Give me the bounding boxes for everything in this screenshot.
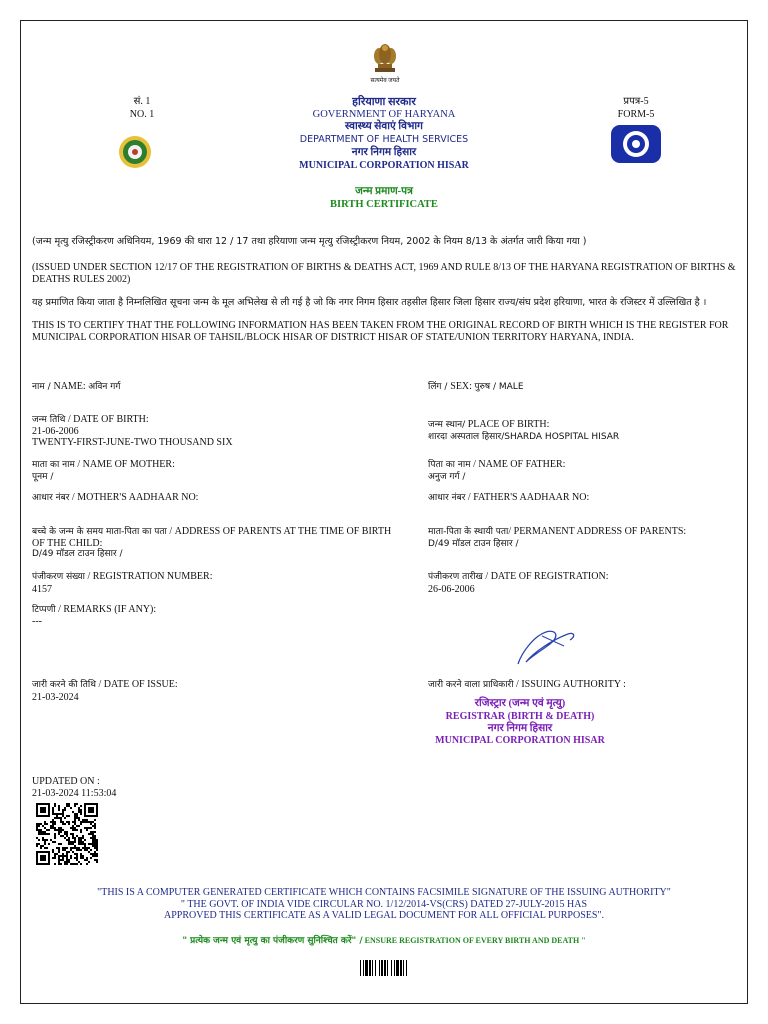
dob-label (32, 414, 392, 426)
certificate-no-en: NO. 1 (129, 109, 155, 120)
title-hindi: जन्म प्रमाण-पत्र (355, 186, 413, 197)
registrar-hindi: रजिस्ट्रार (जन्म एवं मृत्यु) (474, 698, 566, 709)
date-of-issue-label (32, 679, 392, 691)
signature-icon (512, 622, 582, 668)
issued-under-english: (ISSUED UNDER SECTION 12/17 OF THE REGISTRATION OF BIRTHS & DEATHS ACT, 1969 AND RULE 8/13 OF THE HARYANA REGISTRATION OF BIRTHS & DEATHS RULES 2002) (32, 262, 736, 285)
mother-label-hi: माता का नाम (32, 460, 75, 470)
footer-approved: APPROVED THIS CERTIFICATE AS A VALID LEGAL DOCUMENT FOR ALL OFFICIAL PURPOSES". (163, 910, 605, 921)
dob-value: 21-06-2006 (32, 426, 79, 437)
registration-date-value: 26-06-2006 (428, 584, 475, 595)
reg-date-hi: पंजीकरण तारीख (428, 572, 483, 582)
remarks-en: / REMARKS (IF ANY): (55, 604, 157, 615)
remarks-value: --- (32, 616, 42, 627)
updated-on-label: UPDATED ON : (32, 776, 100, 787)
dob-words: TWENTY-FIRST-JUNE-TWO THOUSAND SIX (32, 437, 233, 448)
barcode-icon (360, 960, 408, 976)
father-label-en: / NAME OF FATHER: (470, 459, 566, 470)
certify-english: THIS IS TO CERTIFY THAT THE FOLLOWING INFORMATION HAS BEEN TAKEN FROM THE ORIGINAL RECORD OF BIRTH WHICH IS THE REGISTER FOR MUNICIPAL CORPORATION HISAR OF TAHSIL/BLOCK HISAR OF DISTRICT HISAR OF STATE/UNION TERRITORY HARYANA, INDIA. (32, 320, 729, 343)
updated-on-value: 21-03-2024 11:53:04 (32, 788, 117, 799)
dept-hindi: स्वास्थ्य सेवाएं विभाग (345, 121, 423, 132)
pob-label-en: PLACE OF BIRTH: (465, 419, 550, 430)
footer-slogan (40, 935, 728, 947)
slogan-hindi: " प्रत्येक जन्म एवं मृत्यु का पंजीकरण सुनिश्चित करें" / (182, 936, 363, 946)
crs-logo-icon (610, 124, 662, 164)
father-aadhaar-hi: आधार नंबर (428, 493, 466, 503)
sex-value: पुरुष / MALE (474, 382, 524, 392)
place-of-birth-label (428, 419, 738, 431)
sex-row (428, 381, 738, 393)
addr-perm-hi: माता-पिता के स्थायी पता (428, 527, 509, 537)
father-aadhaar-en: / FATHER'S AADHAAR NO: (465, 492, 590, 503)
footer-circular: " THE GOVT. OF INDIA VIDE CIRCULAR NO. 1/12/2014-VS(CRS) DATED 27-JULY-2015 HAS (180, 899, 588, 910)
gov-hindi: हरियाणा सरकार (352, 96, 416, 108)
addr-child-en: / ADDRESS OF PARENTS AT THE TIME OF BIRTH OF THE CHILD: (32, 526, 392, 549)
footer-computer-generated: "THIS IS A COMPUTER GENERATED CERTIFICATE WHICH CONTAINS FACSIMILE SIGNATURE OF THE ISSUING AUTHORITY" (97, 887, 671, 898)
name-value: अविन गर्ग (88, 382, 121, 392)
addr-perm-en: / PERMANENT ADDRESS OF PARENTS: (508, 526, 687, 537)
registration-number-value: 4157 (32, 584, 52, 595)
corp-hindi: नगर निगम हिसार (351, 147, 417, 158)
haryana-logo-icon (118, 135, 152, 169)
certify-hindi: यह प्रमाणित किया जाता है निम्नलिखित सूचना जन्म के मूल अभिलेख से ली गई है जो कि नगर निगम हिसार तहसील हिसार जिला हिसार राज्य/संघ प्रदेश हरियाणा, भारत के रजिस्टर में उल्लिखित है । (32, 297, 707, 308)
form-no-en: FORM-5 (617, 109, 655, 120)
permanent-address-value: D/49 मॉडल टाउन हिसार / (428, 539, 519, 549)
slogan-english: ENSURE REGISTRATION OF EVERY BIRTH AND DEATH " (362, 936, 586, 945)
mother-name-label (32, 459, 392, 471)
reg-no-en: / REGISTRATION NUMBER: (84, 571, 213, 582)
mother-label-en: / NAME OF MOTHER: (74, 459, 175, 470)
issue-date-en: / DATE OF ISSUE: (95, 679, 178, 690)
corp-english: MUNICIPAL CORPORATION HISAR (299, 160, 469, 171)
father-label-hi: पिता का नाम (428, 460, 471, 470)
remarks-label (32, 604, 392, 616)
emblem-motto: सत्यमेव जयते (370, 78, 400, 84)
sex-label-en: SEX: (450, 381, 475, 392)
reg-date-en: / DATE OF REGISTRATION: (482, 571, 609, 582)
registrar-english: REGISTRAR (BIRTH & DEATH) (445, 711, 595, 722)
title-english: BIRTH CERTIFICATE (330, 199, 438, 210)
sex-label-hi: लिंग / (428, 382, 451, 392)
father-name-label (428, 459, 738, 471)
issuing-authority-label (428, 679, 738, 691)
dob-label-hi: जन्म तिथि (32, 415, 66, 425)
dob-label-en: / DATE OF BIRTH: (65, 414, 149, 425)
name-label-en: NAME: (53, 381, 89, 392)
mother-aadhaar-label (32, 492, 392, 504)
remarks-hi: टिप्पणी (32, 605, 56, 615)
father-aadhaar-label (428, 492, 738, 504)
name-row (32, 381, 382, 393)
mother-aadhaar-en: / MOTHER'S AADHAAR NO: (69, 492, 199, 503)
father-name-value: अनुज गर्ग / (428, 472, 466, 482)
certificate-no-hi: सं. 1 (133, 96, 151, 107)
place-of-birth-value: शारदा अस्पताल हिसार/SHARDA HOSPITAL HISAR (428, 432, 620, 442)
registrar-corp-hindi: नगर निगम हिसार (487, 723, 553, 734)
addr-child-hi: बच्चे के जन्म के समय माता-पिता का पता (32, 527, 167, 537)
registration-date-label (428, 571, 738, 583)
mother-name-value: पूनम / (32, 472, 54, 482)
form-no-hi: प्रपत्र-5 (623, 96, 649, 107)
reg-no-hi: पंजीकरण संख्या (32, 572, 85, 582)
registrar-corp-english: MUNICIPAL CORPORATION HISAR (435, 735, 605, 746)
gov-english: GOVERNMENT OF HARYANA (312, 109, 456, 120)
issued-under-hindi: (जन्म मृत्यु रजिस्ट्रीकरण अधिनियम, 1969 की धारा 12 / 17 तथा हरियाणा जन्म मृत्यु रजिस्ट्रीकरण नियम, 2002 के नियम 8/13 के अंतर्गत जारी किया गया ) (32, 236, 587, 247)
permanent-address-label (428, 526, 740, 538)
pob-label-hi: जन्म स्थान/ (428, 420, 466, 430)
authority-en: / ISSUING AUTHORITY : (513, 679, 626, 690)
issue-date-hi: जारी करने की तिथि (32, 680, 96, 690)
authority-hi: जारी करने वाला प्राधिकारी (428, 680, 514, 690)
date-of-issue-value: 21-03-2024 (32, 692, 79, 703)
address-at-birth-value: D/49 मॉडल टाउन हिसार / (32, 549, 123, 559)
mother-aadhaar-hi: आधार नंबर (32, 493, 70, 503)
name-label-hi: नाम / (32, 382, 54, 392)
address-at-birth-label (32, 526, 400, 550)
registration-number-label (32, 571, 392, 583)
dept-english: DEPARTMENT OF HEALTH SERVICES (299, 134, 469, 145)
qr-code-icon[interactable] (36, 803, 98, 865)
